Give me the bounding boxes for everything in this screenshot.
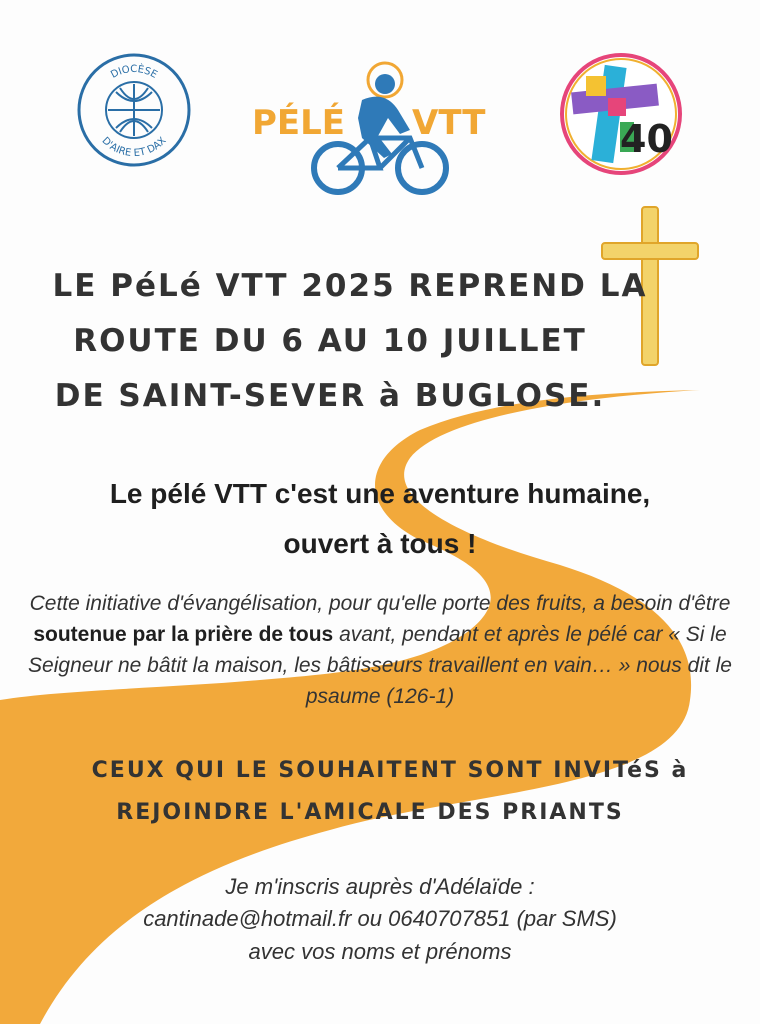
diocese-bottom-text: D'AIRE ET DAX [99, 135, 169, 160]
body-part-1: Cette initiative d'évangélisation, pour qu'elle porte des fruits, a besoin d'être [29, 592, 731, 615]
invitation-line-2: REJOINDRE L'AMICALE DES PRIANTS [116, 800, 624, 825]
subtitle-line-2: ouvert à tous ! [283, 528, 477, 559]
pele-text: PÉLÉ [252, 103, 346, 143]
body-part-2: avant, pendant et après le pélé car « Si le Seigneur ne bâtit la maison, les bâtisseurs travaillent en vain… » nous dit le psaume (126-1) [28, 623, 732, 708]
subtitle-line-1: Le pélé VTT c'est une aventure humaine, [109, 478, 651, 509]
pele-vtt-logo [250, 58, 490, 198]
diocese-top-text: DIOCÈSE [109, 63, 159, 81]
invitation-line-1: CEUX QUI LE SOUHAITENT SONT INVITéS à [91, 758, 689, 783]
jubilee-40-logo [558, 52, 684, 176]
body-paragraph [18, 588, 742, 712]
contact-line-3: avec vos noms et prénoms [248, 939, 512, 964]
jubilee-number: 40 [620, 117, 673, 161]
contact-email-phone: cantinade@hotmail.fr ou 0640707851 (par SMS) [143, 906, 617, 931]
headline-line-1: LE PéLé VTT 2025 REPREND LA [52, 268, 648, 304]
vtt-text: VTT [412, 103, 486, 143]
headline-line-3: DE SAINT-SEVER à BUGLOSE. [54, 378, 606, 414]
body-bold: soutenue par la prière de tous [33, 623, 334, 646]
diocese-logo [76, 52, 192, 168]
contact-line-1: Je m'inscris auprès d'Adélaïde : [225, 874, 535, 899]
headline-line-2: ROUTE DU 6 AU 10 JUILLET [73, 323, 587, 359]
